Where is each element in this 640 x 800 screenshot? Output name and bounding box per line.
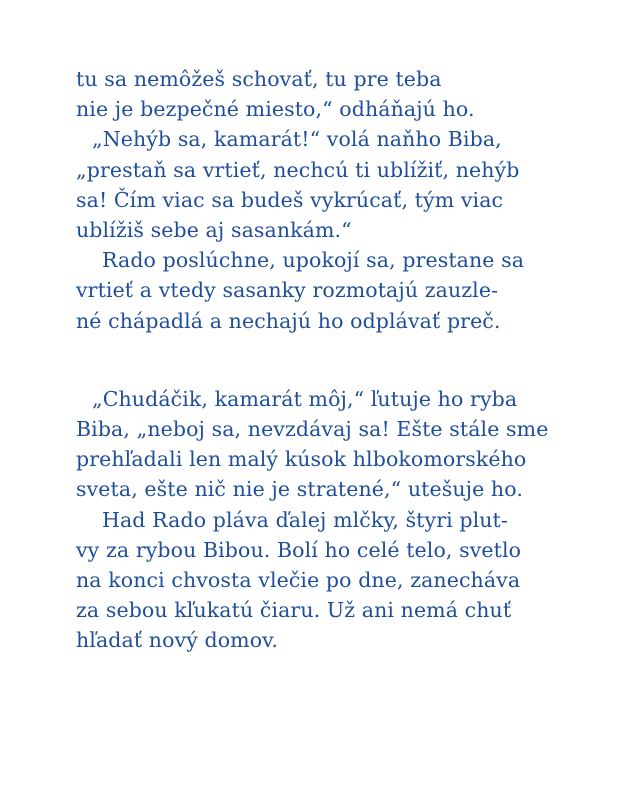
paragraph-gap (76, 336, 586, 384)
text-line: „Nehýb sa, kamarát!“ volá naňho Biba, (92, 127, 502, 152)
text-line: na konci chvosta vlečie po dne, zanecháva (76, 568, 521, 593)
text-line: tu sa nemôžeš schovať, tu pre teba (76, 67, 442, 91)
text-line: ublížiš sebe aj sasankám.“ (76, 218, 352, 243)
story-text (76, 64, 586, 656)
text-line: Had Rado pláva ďalej mlčky, štyri plut- (102, 507, 508, 532)
text-line: za sebou kľukatú čiaru. Už ani nemá chuť (76, 598, 512, 623)
text-line: prehľadali len malý kúsok hlbokomorského (76, 447, 527, 472)
text-line: Biba, „neboj sa, nevzdávaj sa! Ešte stále sme (76, 417, 549, 442)
text-line: „Chudáčik, kamarát môj,“ ľutuje ho ryba (92, 386, 518, 411)
text-line: sveta, ešte nič nie je stratené,“ utešuje ho. (76, 477, 523, 502)
text-line: vy za rybou Bibou. Bolí ho celé telo, svetlo (76, 537, 522, 562)
text-line: né chápadlá a nechajú ho odplávať preč. (76, 308, 501, 333)
text-line: sa! Čím viac sa budeš vykrúcať, tým viac (76, 187, 504, 212)
text-line: „prestaň sa vrtieť, nechcú ti ublížiť, nehýb (76, 157, 520, 182)
text-line: Rado poslúchne, upokojí sa, prestane sa (102, 248, 525, 273)
text-line: nie je bezpečné miesto,“ odháňajú ho. (76, 97, 475, 122)
text-line: hľadať nový domov. (76, 628, 279, 653)
text-line: vrtieť a vtedy sasanky rozmotajú zauzle- (76, 278, 499, 303)
